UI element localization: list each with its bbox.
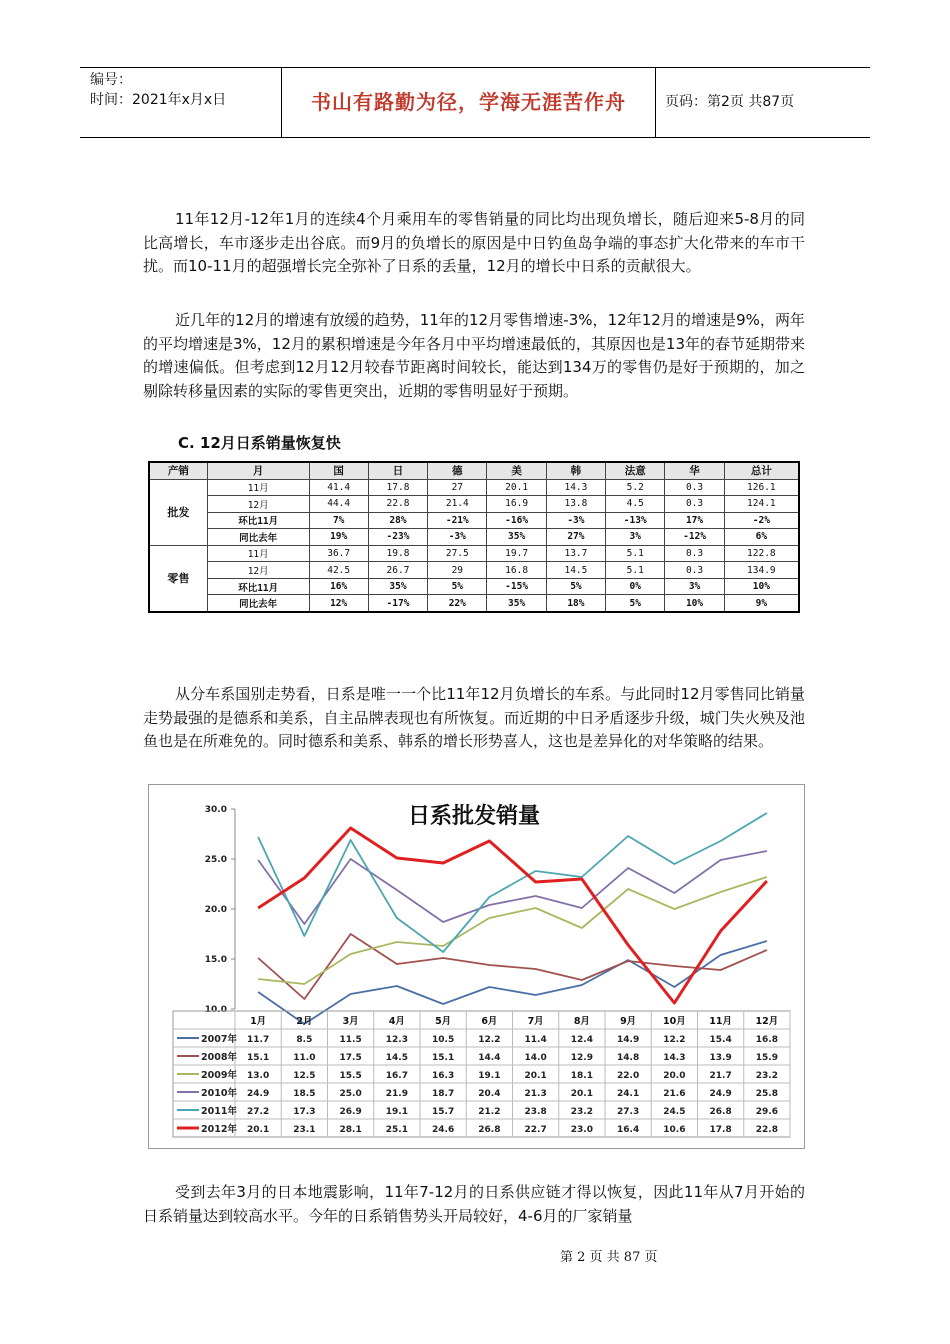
- row-label: 11月: [207, 479, 309, 496]
- x-category-label: 1月: [250, 1016, 267, 1027]
- row-label: 同比去年: [207, 595, 309, 612]
- col-header: 产销: [149, 462, 207, 479]
- table-row: [149, 578, 799, 595]
- data-value-label: 17.5: [339, 1053, 362, 1063]
- data-value-label: 10.6: [663, 1125, 686, 1135]
- table-cell: 126.1: [724, 479, 799, 496]
- col-header: 德: [428, 462, 487, 479]
- x-category-label: 3月: [342, 1016, 359, 1027]
- table-cell: 10%: [665, 595, 724, 612]
- x-category-label: 10月: [663, 1016, 686, 1027]
- data-value-label: 21.7: [709, 1071, 732, 1081]
- sales-table-body: [149, 479, 799, 612]
- y-tick-label: 20.0: [204, 905, 227, 915]
- data-value-label: 15.1: [432, 1053, 455, 1063]
- data-value-label: 16.8: [755, 1035, 778, 1045]
- data-value-label: 8.5: [296, 1035, 313, 1045]
- data-value-label: 12.2: [663, 1035, 686, 1045]
- table-cell: -3%: [428, 529, 487, 546]
- data-value-label: 11.7: [247, 1035, 270, 1045]
- table-row: [149, 496, 799, 513]
- col-header: 华: [665, 462, 724, 479]
- legend-label: 2012年: [201, 1124, 237, 1135]
- data-value-label: 17.3: [293, 1107, 316, 1117]
- number-label: 编号：: [90, 72, 132, 88]
- data-value-label: 14.0: [524, 1053, 547, 1063]
- table-row: [149, 512, 799, 529]
- table-cell: 29: [428, 562, 487, 579]
- y-tick-label: 10.0: [204, 1005, 227, 1015]
- header-meta: [80, 68, 282, 137]
- table-cell: 18%: [546, 595, 605, 612]
- table-cell: 5%: [546, 578, 605, 595]
- data-value-label: 24.1: [617, 1089, 640, 1099]
- data-value-label: 22.7: [524, 1125, 547, 1135]
- data-value-label: 26.8: [709, 1107, 732, 1117]
- table-cell: 19.8: [368, 545, 427, 562]
- table-cell: 4.5: [606, 496, 665, 513]
- table-cell: 5.1: [606, 545, 665, 562]
- table-cell: 44.4: [309, 496, 368, 513]
- sales-table: [148, 461, 800, 613]
- data-value-label: 28.1: [339, 1125, 362, 1135]
- y-tick-label: 30.0: [204, 805, 227, 815]
- data-value-label: 12.2: [478, 1035, 501, 1045]
- table-cell: 13.8: [546, 496, 605, 513]
- data-value-label: 23.2: [755, 1071, 778, 1081]
- data-value-label: 29.6: [755, 1107, 778, 1117]
- x-category-label: 2月: [296, 1016, 313, 1027]
- data-value-label: 24.9: [709, 1089, 732, 1099]
- paragraph-2: 近几年的12月的增速有放缓的趋势，11年的12月零售增速-3%，12年12月的增速是9%，两年的平均增速是3%，12月的累积增速是今年各月中平均增速最低的，其原因也是13年的春节延期带来的增速偏低。但考虑到12月12月较春节距离时间较长，能达到134万的零售仍是好于预期的，加之剔除转移量因素的实际的零售更突出，近期的零售明显好于预期。: [143, 311, 805, 400]
- col-header: 国: [309, 462, 368, 479]
- data-value-label: 18.1: [570, 1071, 593, 1081]
- table-cell: -3%: [546, 512, 605, 529]
- legend-label: 2011年: [201, 1106, 237, 1117]
- paragraph-1: 11年12月-12年1月的连续4个月乘用车的零售销量的同比均出现负增长，随后迎来5-8月的同比高增长，车市逐步走出谷底。而9月的负增长的原因是中日钓鱼岛争端的事态扩大化带来的车市干扰。而10-11月的超强增长完全弥补了日系的丢量，12月的增长中日系的贡献很大。: [143, 210, 805, 275]
- data-value-label: 20.0: [663, 1071, 686, 1081]
- data-value-label: 21.3: [524, 1089, 547, 1099]
- data-value-label: 12.5: [293, 1071, 316, 1081]
- table-cell: 124.1: [724, 496, 799, 513]
- table-cell: 16%: [309, 578, 368, 595]
- table-row: [149, 545, 799, 562]
- data-value-label: 14.9: [617, 1035, 640, 1045]
- table-cell: 21.4: [428, 496, 487, 513]
- data-value-label: 22.8: [755, 1125, 778, 1135]
- data-value-label: 18.5: [293, 1089, 316, 1099]
- data-value-label: 22.0: [617, 1071, 640, 1081]
- table-cell: 28%: [368, 512, 427, 529]
- x-category-label: 8月: [573, 1016, 590, 1027]
- table-cell: -21%: [428, 512, 487, 529]
- data-value-label: 24.9: [247, 1089, 270, 1099]
- table-cell: 14.3: [546, 479, 605, 496]
- row-label: 12月: [207, 496, 309, 513]
- data-value-label: 25.1: [385, 1125, 408, 1135]
- table-cell: 134.9: [724, 562, 799, 579]
- table-cell: 6%: [724, 529, 799, 546]
- data-value-label: 14.4: [478, 1053, 501, 1063]
- x-category-label: 11月: [709, 1016, 732, 1027]
- table-cell: 19.7: [487, 545, 546, 562]
- data-value-label: 10.5: [432, 1035, 455, 1045]
- series-line-2012年: [258, 828, 767, 1003]
- japanese-wholesale-chart: [148, 784, 805, 1149]
- data-value-label: 26.9: [339, 1107, 362, 1117]
- table-cell: 5.1: [606, 562, 665, 579]
- data-value-label: 24.5: [663, 1107, 686, 1117]
- data-value-label: 11.0: [293, 1053, 316, 1063]
- table-cell: 36.7: [309, 545, 368, 562]
- data-value-label: 23.8: [524, 1107, 547, 1117]
- table-cell: 14.5: [546, 562, 605, 579]
- row-label: 环比11月: [207, 578, 309, 595]
- data-value-label: 21.9: [385, 1089, 408, 1099]
- table-row: [149, 479, 799, 496]
- data-value-label: 15.9: [755, 1053, 778, 1063]
- col-header: 美: [487, 462, 546, 479]
- col-header: 月: [207, 462, 309, 479]
- data-value-label: 19.1: [478, 1071, 501, 1081]
- paragraph-3: 从分车系国别走势看，日系是唯一一个比11年12月负增长的车系。与此同时12月零售同比销量走势最强的是德系和美系，自主品牌表现也有所恢复。而近期的中日矛盾逐步升级，城门失火殃及池鱼也是在所难免的。同时德系和美系、韩系的增长形势喜人，这也是差异化的对华策略的结果。: [143, 685, 805, 750]
- data-value-label: 21.2: [478, 1107, 501, 1117]
- page-footer: 第 2 页 共 87 页: [560, 1250, 658, 1265]
- data-value-label: 20.4: [478, 1089, 501, 1099]
- table-cell: 27%: [546, 529, 605, 546]
- chart-title: 日系批发销量: [407, 804, 541, 829]
- table-cell: 5%: [606, 595, 665, 612]
- data-value-label: 27.2: [247, 1107, 270, 1117]
- x-category-label: 12月: [755, 1016, 779, 1027]
- table-cell: 22%: [428, 595, 487, 612]
- sales-table-wrapper: [148, 461, 806, 618]
- data-value-label: 14.5: [385, 1053, 408, 1063]
- table-cell: 5%: [428, 578, 487, 595]
- table-cell: 0%: [606, 578, 665, 595]
- col-header: 日: [368, 462, 427, 479]
- table-cell: -23%: [368, 529, 427, 546]
- table-cell: 26.7: [368, 562, 427, 579]
- data-value-label: 11.4: [524, 1035, 547, 1045]
- x-category-label: 4月: [388, 1016, 405, 1027]
- data-value-label: 20.1: [570, 1089, 593, 1099]
- data-value-label: 18.7: [432, 1089, 455, 1099]
- table-cell: 20.1: [487, 479, 546, 496]
- data-value-label: 16.4: [617, 1125, 640, 1135]
- table-cell: 35%: [487, 529, 546, 546]
- legend-label: 2008年: [201, 1052, 237, 1063]
- table-cell: 7%: [309, 512, 368, 529]
- data-value-label: 24.6: [432, 1125, 455, 1135]
- x-category-label: 9月: [620, 1016, 637, 1027]
- data-value-label: 21.6: [663, 1089, 686, 1099]
- data-value-label: 23.0: [570, 1125, 593, 1135]
- legend-label: 2010年: [201, 1088, 237, 1099]
- group-label: 零售: [149, 545, 207, 612]
- table-cell: 12%: [309, 595, 368, 612]
- sales-table-header-row: [149, 462, 799, 479]
- table-cell: -13%: [606, 512, 665, 529]
- table-cell: -15%: [487, 578, 546, 595]
- data-value-label: 25.8: [755, 1089, 778, 1099]
- data-value-label: 26.8: [478, 1125, 501, 1135]
- table-cell: 3%: [665, 578, 724, 595]
- row-label: 12月: [207, 562, 309, 579]
- data-value-label: 16.7: [385, 1071, 408, 1081]
- table-row: [149, 529, 799, 546]
- table-cell: 17%: [665, 512, 724, 529]
- table-cell: 41.4: [309, 479, 368, 496]
- table-cell: 122.8: [724, 545, 799, 562]
- col-header: 韩: [546, 462, 605, 479]
- data-value-label: 13.0: [247, 1071, 270, 1081]
- table-cell: 13.7: [546, 545, 605, 562]
- table-cell: 17.8: [368, 479, 427, 496]
- table-cell: 16.9: [487, 496, 546, 513]
- series-line-2008年: [258, 934, 767, 999]
- table-cell: 19%: [309, 529, 368, 546]
- data-value-label: 15.4: [709, 1035, 732, 1045]
- data-value-label: 19.1: [385, 1107, 408, 1117]
- table-cell: 42.5: [309, 562, 368, 579]
- data-value-label: 27.3: [617, 1107, 640, 1117]
- data-value-label: 12.4: [570, 1035, 593, 1045]
- table-cell: 9%: [724, 595, 799, 612]
- data-value-label: 16.3: [432, 1071, 455, 1081]
- data-value-label: 20.1: [247, 1125, 270, 1135]
- data-value-label: 15.5: [339, 1071, 362, 1081]
- data-value-label: 12.3: [385, 1035, 408, 1045]
- page-header: [80, 67, 870, 138]
- table-cell: -17%: [368, 595, 427, 612]
- data-value-label: 25.0: [339, 1089, 362, 1099]
- data-value-label: 15.7: [432, 1107, 455, 1117]
- table-cell: 27.5: [428, 545, 487, 562]
- table-cell: 0.3: [665, 562, 724, 579]
- table-cell: -2%: [724, 512, 799, 529]
- header-page-info: 页码：第2页 共87页: [665, 94, 795, 110]
- time-label: 时间：2021年x月x日: [90, 92, 227, 108]
- table-cell: 16.8: [487, 562, 546, 579]
- x-category-label: 7月: [527, 1016, 544, 1027]
- data-value-label: 14.8: [617, 1053, 640, 1063]
- table-cell: 22.8: [368, 496, 427, 513]
- row-label: 11月: [207, 545, 309, 562]
- table-cell: 0.3: [665, 479, 724, 496]
- data-value-label: 14.3: [663, 1053, 686, 1063]
- section-subheading: C. 12月日系销量恢复快: [178, 434, 341, 452]
- table-row: [149, 562, 799, 579]
- table-cell: 0.3: [665, 545, 724, 562]
- table-cell: 35%: [487, 595, 546, 612]
- y-tick-label: 15.0: [204, 955, 227, 965]
- table-cell: 0.3: [665, 496, 724, 513]
- table-row: [149, 595, 799, 612]
- data-value-label: 12.9: [570, 1053, 593, 1063]
- data-value-label: 17.8: [709, 1125, 732, 1135]
- row-label: 环比11月: [207, 512, 309, 529]
- row-label: 同比去年: [207, 529, 309, 546]
- line-chart-svg: [149, 785, 804, 1148]
- data-value-label: 11.5: [339, 1035, 362, 1045]
- paragraph-4: 受到去年3月的日本地震影响，11年7-12月的日系供应链才得以恢复，因此11年从7月开始的日系销量达到较高水平。今年的日系销售势头开局较好，4-6月的厂家销量: [143, 1183, 805, 1225]
- group-label: 批发: [149, 479, 207, 545]
- table-cell: -12%: [665, 529, 724, 546]
- x-category-label: 5月: [435, 1016, 452, 1027]
- table-cell: 3%: [606, 529, 665, 546]
- table-cell: 10%: [724, 578, 799, 595]
- table-cell: 27: [428, 479, 487, 496]
- data-value-label: 13.9: [709, 1053, 732, 1063]
- col-header: 法意: [606, 462, 665, 479]
- data-value-label: 15.1: [247, 1053, 270, 1063]
- header-motto: 书山有路勤为径，学海无涯苦作舟: [282, 68, 656, 137]
- table-cell: 35%: [368, 578, 427, 595]
- data-value-label: 20.1: [524, 1071, 547, 1081]
- data-value-label: 23.1: [293, 1125, 316, 1135]
- x-category-label: 6月: [481, 1016, 498, 1027]
- legend-label: 2007年: [201, 1034, 237, 1045]
- table-cell: -16%: [487, 512, 546, 529]
- table-cell: 5.2: [606, 479, 665, 496]
- col-header: 总计: [724, 462, 799, 479]
- legend-label: 2009年: [201, 1070, 237, 1081]
- data-value-label: 23.2: [570, 1107, 593, 1117]
- y-tick-label: 25.0: [204, 855, 227, 865]
